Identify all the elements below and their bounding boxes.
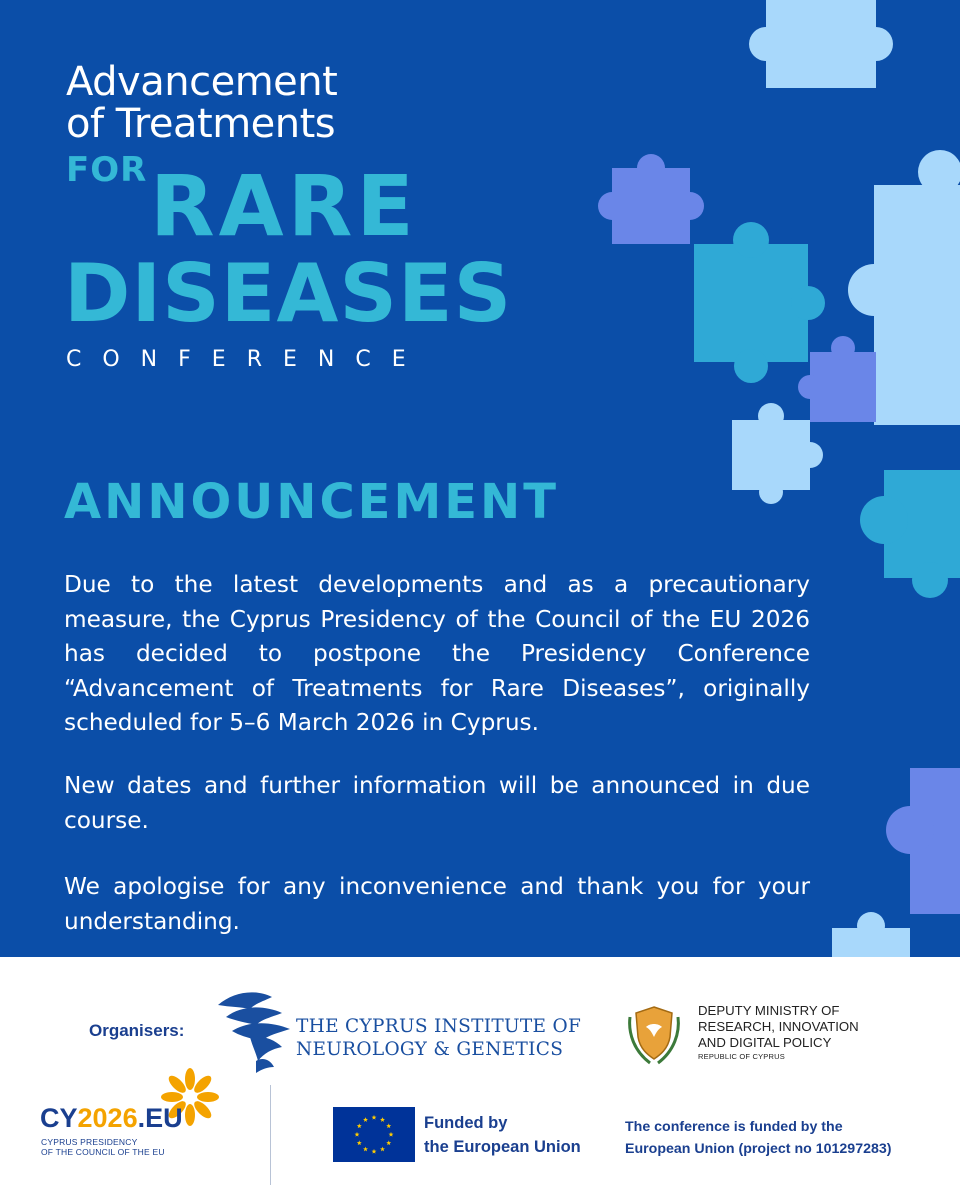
announcement-paragraph: New dates and further information will be announced in due course.	[64, 772, 810, 834]
cyprus-crest-icon	[624, 1001, 684, 1067]
sponsor-footer	[0, 957, 960, 1200]
cy2026-year: 2026	[77, 1103, 138, 1133]
cy2026-subtitle-line-2: OF THE COUNCIL OF THE EU	[41, 1147, 165, 1157]
cing-name-line-2: NEUROLOGY & GENETICS	[296, 1039, 564, 1060]
cy2026-logo-text	[40, 1103, 183, 1133]
footer-divider	[270, 1085, 271, 1185]
conference-subtitle: CONFERENCE	[66, 347, 427, 372]
cy2026-subtitle	[41, 1137, 165, 1157]
deputy-ministry-line-3: AND DIGITAL POLICY	[698, 1035, 832, 1050]
cing-name	[296, 1015, 581, 1061]
deputy-ministry-name	[698, 1003, 859, 1051]
eu-funded-line-2: the European Union	[424, 1138, 581, 1156]
announcement-heading: ANNOUNCEMENT	[64, 474, 559, 530]
eu-flag-icon	[333, 1107, 415, 1162]
puzzle-piece-icon	[598, 154, 704, 244]
puzzle-piece-icon	[860, 470, 960, 598]
conference-title-line-2: of Treatments	[66, 101, 336, 147]
deputy-ministry-sub: REPUBLIC OF CYPRUS	[698, 1052, 785, 1061]
deputy-ministry-line-1: DEPUTY MINISTRY OF	[698, 1003, 840, 1018]
conference-title-rare: RARE	[150, 157, 418, 255]
conference-funding-note	[625, 1116, 891, 1160]
puzzle-piece-icon	[732, 403, 823, 504]
eu-funded-line-1: Funded by	[424, 1114, 508, 1132]
announcement-paragraph: Due to the latest developments and as a precautionary measure, the Cyprus Presidency of the Council of the EU 2026 has decided to postpone the Presidency Conference “Advancement of Treatments for Rare Diseases”, originally scheduled for 5–6 March 2026 in Cyprus.	[64, 571, 810, 736]
cing-name-line-1: THE CYPRUS INSTITUTE OF	[296, 1016, 582, 1037]
cy2026-suffix: .EU	[137, 1103, 183, 1133]
puzzle-piece-icon	[832, 912, 910, 957]
puzzle-piece-icon	[694, 222, 825, 383]
deputy-ministry-line-2: RESEARCH, INNOVATION	[698, 1019, 859, 1034]
conference-funding-line-2: European Union (project no 101297283)	[625, 1141, 892, 1157]
conference-title-diseases: DISEASES	[64, 247, 513, 340]
organisers-label: Organisers:	[89, 1021, 185, 1040]
conference-funding-line-1: The conference is funded by the	[625, 1119, 843, 1135]
cy2026-prefix: CY	[40, 1103, 78, 1133]
puzzle-piece-icon	[749, 0, 893, 88]
puzzle-piece-icon	[798, 336, 876, 422]
conference-title-line-1: Advancement	[66, 59, 338, 105]
announcement-paragraph: We apologise for any inconvenience and thank you for your understanding.	[64, 873, 810, 935]
dove-logo-icon	[212, 987, 302, 1073]
puzzle-piece-icon	[886, 768, 960, 914]
eu-funded-text	[424, 1111, 581, 1159]
conference-title-for: FOR	[66, 150, 148, 190]
cy2026-subtitle-line-1: CYPRUS PRESIDENCY	[41, 1137, 138, 1147]
